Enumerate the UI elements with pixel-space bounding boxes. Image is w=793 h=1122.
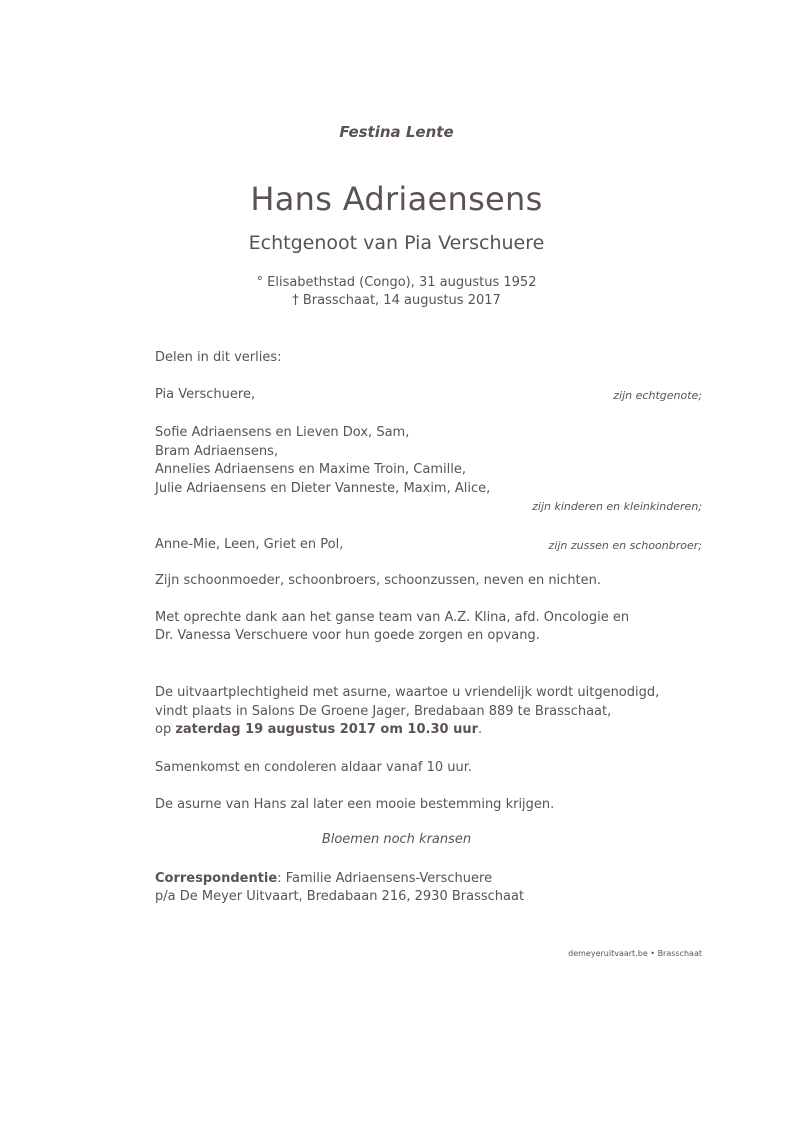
children-relation: zijn kinderen en kleinkinderen; <box>532 500 702 513</box>
children-line: Julie Adriaensens en Dieter Vanneste, Maxim, Alice, <box>155 481 491 496</box>
footer-website: demeyeruitvaart.be <box>568 949 648 958</box>
children-line: Annelies Adriaensens en Maxime Troin, Camille, <box>155 462 466 477</box>
ceremony-prefix: op <box>155 722 176 737</box>
ceremony-suffix: . <box>478 722 483 737</box>
ceremony-date: zaterdag 19 augustus 2017 om 10.30 uur <box>175 722 478 737</box>
birth-line: ° Elisabethstad (Congo), 31 augustus 1952 <box>256 275 537 290</box>
thanks-line-2: Dr. Vanessa Verschuere voor hun goede zorgen en opvang. <box>155 628 540 643</box>
ceremony-line-2: vindt plaats in Salons De Groene Jager, Bredabaan 889 te Brasschaat, <box>155 704 612 719</box>
correspondence-rest: : Familie Adriaensens-Verschuere <box>277 871 493 886</box>
gathering-text: Samenkomst en condoleren aldaar vanaf 10 uur. <box>155 760 473 775</box>
widow-name: Pia Verschuere, <box>155 387 256 402</box>
spouse-line: Echtgenoot van Pia Verschuere <box>248 232 545 254</box>
deceased-name: Hans Adriaensens <box>250 180 543 218</box>
footer <box>568 949 702 958</box>
death-line: † Brasschaat, 14 augustus 2017 <box>292 293 501 308</box>
no-flowers: Bloemen noch kransen <box>321 832 472 847</box>
siblings-names: Anne-Mie, Leen, Griet en Pol, <box>155 537 344 552</box>
motto: Festina Lente <box>339 123 454 141</box>
correspondence-label: Correspondentie <box>155 871 278 886</box>
intro-text: Delen in dit verlies: <box>155 350 282 365</box>
extended-family: Zijn schoonmoeder, schoonbroers, schoonzussen, neven en nichten. <box>155 573 602 588</box>
children-line: Sofie Adriaensens en Lieven Dox, Sam, <box>155 425 410 440</box>
correspondence-line-2: p/a De Meyer Uitvaart, Bredabaan 216, 2930 Brasschaat <box>155 889 525 904</box>
urn-text: De asurne van Hans zal later een mooie bestemming krijgen. <box>155 797 555 812</box>
widow-relation: zijn echtgenote; <box>613 389 702 402</box>
siblings-relation: zijn zussen en schoonbroer; <box>548 539 702 552</box>
footer-location: Brasschaat <box>657 949 702 958</box>
thanks-line-1: Met oprechte dank aan het ganse team van A.Z. Klina, afd. Oncologie en <box>155 610 630 625</box>
children-line: Bram Adriaensens, <box>155 444 279 459</box>
correspondence-line-1 <box>155 871 492 886</box>
ceremony-line-3 <box>155 722 482 737</box>
footer-separator: • <box>650 949 656 958</box>
ceremony-line-1: De uitvaartplechtigheid met asurne, waartoe u vriendelijk wordt uitgenodigd, <box>155 685 660 700</box>
